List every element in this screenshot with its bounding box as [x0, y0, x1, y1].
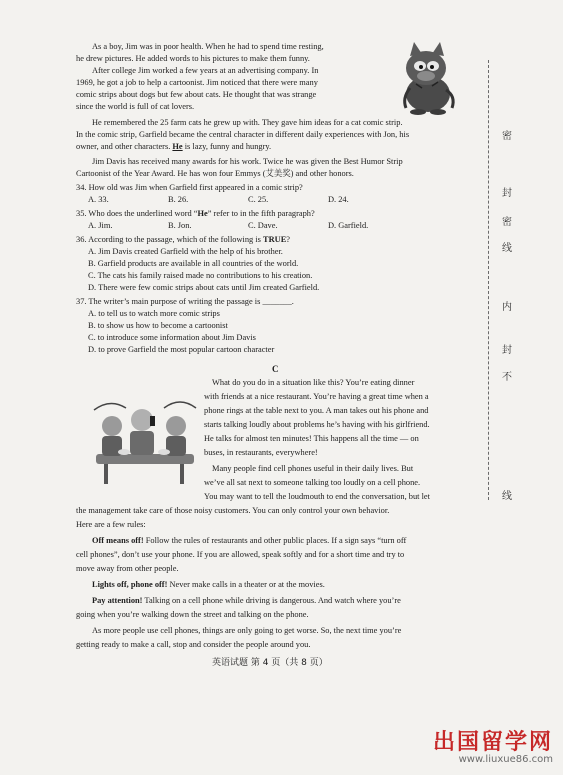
question-text: ?	[286, 235, 291, 244]
passage-text: is lazy, funny and hungry.	[184, 142, 272, 151]
option: B. Garfield products are available in all countries of the world.	[88, 259, 299, 268]
seal-char: 密	[502, 131, 512, 142]
passage-line: buses, in restaurants, everywhere!	[204, 448, 318, 457]
passage-line: move away from other people.	[76, 564, 179, 573]
seal-char: 封	[502, 188, 512, 199]
seal-char: 线	[502, 491, 512, 502]
option: C. 25.	[248, 195, 269, 204]
binding-dashed-line	[488, 60, 489, 500]
rule-1	[92, 536, 406, 547]
passage-line: phone rings at the table next to you. A man takes out his phone and	[204, 406, 429, 415]
option: C. Dave.	[248, 221, 278, 230]
site-watermark	[413, 725, 553, 765]
passage-line: since the world is full of cat lovers.	[76, 102, 195, 111]
passage-line: As more people use cell phones, things are only going to get worse. So, the next time you’re	[92, 626, 402, 635]
question-36	[76, 235, 290, 246]
section-c-heading: C	[272, 364, 279, 374]
rule-title: Pay attention!	[92, 596, 143, 605]
option: D. to prove Garfield the most popular cartoon character	[88, 345, 275, 354]
rule-title: Off means off!	[92, 536, 144, 545]
passage-line: with friends at a nice restaurant. You’re having a great time when a	[204, 392, 429, 401]
question-bold: He	[197, 209, 208, 218]
passage-line: Jim Davis has received many awards for his work. Twice he was given the Best Humor Strip	[92, 157, 403, 166]
rule-3	[92, 596, 401, 607]
seal-char: 内	[502, 302, 512, 313]
passage-line: getting ready to make a call, stop and consider the people around you.	[76, 640, 311, 649]
question-text: ” refer to in the fifth paragraph?	[207, 209, 315, 218]
garfield-cat-illustration	[392, 38, 462, 116]
question-text: 35. Who does the underlined word “	[76, 209, 198, 218]
option: B. 26.	[168, 195, 189, 204]
passage-text: owner, and other characters.	[76, 142, 171, 151]
question-37: 37. The writer’s main purpose of writing the passage is _______.	[76, 297, 294, 306]
rule-text: Follow the rules of restaurants and other public places. If a sign says “turn off	[143, 536, 407, 545]
passage-line: In the comic strip, Garfield became the central character in different daily experiences with Jon, his	[76, 130, 410, 139]
seal-char: 密	[502, 217, 512, 228]
option: D. Garfield.	[328, 221, 369, 230]
passage-line: You may want to tell the loudmouth to end the conversation, but let	[204, 492, 430, 501]
passage-line: Cartoonist of the Year Award. He has won four Emmys (艾美奖) and other honors.	[76, 169, 354, 178]
rule-text: Never make calls in a theater or at the movies.	[167, 580, 325, 589]
question-bold: TRUE	[263, 235, 287, 244]
option: D. 24.	[328, 195, 349, 204]
option: A. 33.	[88, 195, 109, 204]
passage-line: Here are a few rules:	[76, 520, 146, 529]
option: B. Jon.	[168, 221, 192, 230]
rule-title: Lights off, phone off!	[92, 580, 168, 589]
passage-line: we’ve all sat next to someone talking too loudly on a cell phone.	[204, 478, 421, 487]
passage-line: After college Jim worked a few years at an advertising company. In	[92, 66, 319, 75]
page-footer: 英语试题 第 4 页（共 8 页）	[212, 658, 328, 668]
option: A. to tell us to watch more comic strips	[88, 309, 220, 318]
option: D. There were few comic strips about cats until Jim created Garfield.	[88, 283, 320, 292]
option: A. Jim Davis created Garfield with the help of his brother.	[88, 247, 283, 256]
seal-char: 不	[502, 372, 512, 383]
question-34: 34. How old was Jim when Garfield first appeared in a comic strip?	[76, 183, 303, 192]
underlined-he: He	[172, 142, 183, 151]
rule-2	[92, 580, 325, 591]
passage-line: cell phones”, don’t use your phone. If you are allowed, speak softly and for a short time and try to	[76, 550, 405, 559]
passage-line: He remembered the 25 farm cats he grew up with. They gave him ideas for a cat comic strip.	[92, 118, 403, 127]
rule-text: Talking on a cell phone while driving is dangerous. And watch where you’re	[142, 596, 401, 605]
passage-line: As a boy, Jim was in poor health. When he had to spend time resting,	[92, 42, 324, 51]
passage-line: Many people find cell phones useful in their daily lives. But	[212, 464, 414, 473]
passage-line: he drew pictures. He added words to his pictures to make them funny.	[76, 54, 310, 63]
passage-line: the management take care of those noisy customers. You can only control your own behavior.	[76, 506, 390, 515]
passage-line: He talks for almost ten minutes! This happens all the time — on	[204, 434, 419, 443]
passage-line: 1969, he got a job to help a cartoonist. Jim noticed that there were many	[76, 78, 318, 87]
passage-line: going when you’re walking down the street and talking on the phone.	[76, 610, 309, 619]
seal-char: 封	[502, 345, 512, 356]
passage-line: comic strips about dogs but few about cats. He thought that was strange	[76, 90, 317, 99]
option: C. to introduce some information about Jim Davis	[88, 333, 256, 342]
seal-char: 线	[502, 243, 512, 254]
question-text: 36. According to the passage, which of the following is	[76, 235, 264, 244]
option: B. to show us how to become a cartoonist	[88, 321, 228, 330]
watermark-title: 出国留学网	[432, 730, 553, 755]
option: C. The cats his family raised made no contributions to his creation.	[88, 271, 313, 280]
option: A. Jim.	[88, 221, 113, 230]
passage-line: starts talking loudly about problems he’s having with his girlfriend.	[204, 420, 430, 429]
restaurant-phone-illustration	[90, 396, 200, 488]
passage-line	[76, 142, 271, 153]
watermark-url: www.liuxue86.com	[458, 754, 553, 765]
passage-line: What do you do in a situation like this? You’re eating dinner	[212, 378, 415, 387]
question-35	[76, 209, 315, 220]
